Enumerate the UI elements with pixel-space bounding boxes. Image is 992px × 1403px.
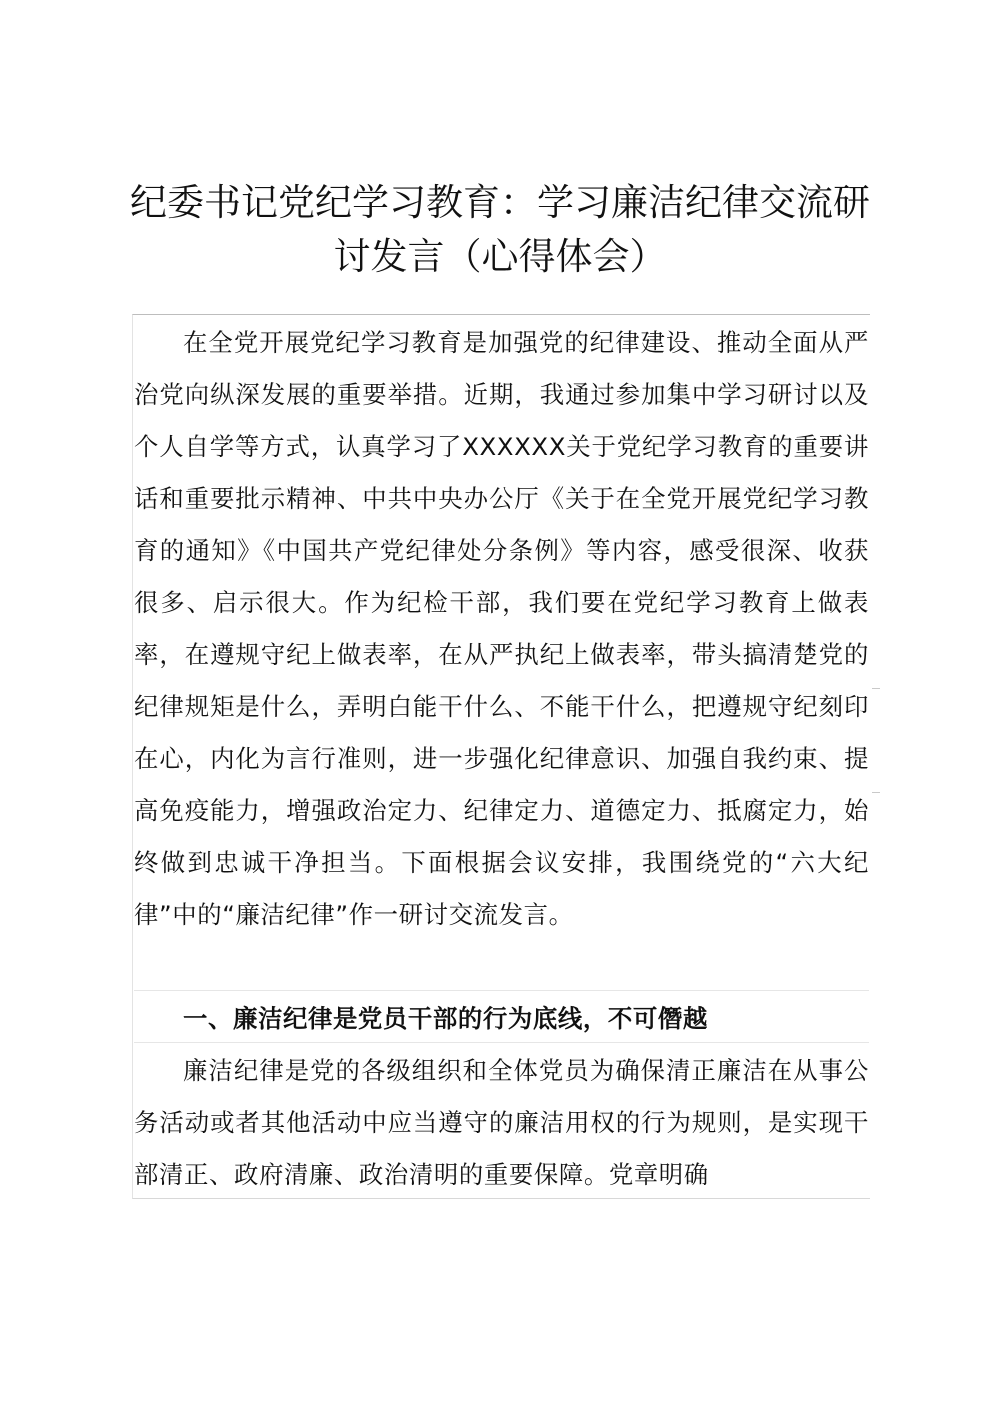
document-title: 纪委书记党纪学习教育：学习廉洁纪律交流研讨发言（心得体会） [130, 181, 870, 278]
margin-mark [872, 792, 880, 793]
body-paragraph-1: 在全党开展党纪学习教育是加强党的纪律建设、推动全面从严治党向纵深发展的重要举措。近期，我通过参加集中学习研讨以及个人自学等方式，认真学习了XXXXXX关于党纪学习教育的重要讲话和重要批示精神、中共中央办公厅《关于在全党开展党纪学习教育的通知》《中国共产党纪律处分条例》等内容，感受很深、收获很多、启示很大。作为纪检干部，我们要在党纪学习教育上做表率，在遵规守纪上做表率，在从严执纪上做表率，带头搞清楚党的纪律规矩是什么，弄明白能干什么、不能干什么，把遵规守纪刻印在心，内化为言行准则，进一步强化纪律意识、加强自我约束、提高免疫能力，增强政治定力、纪律定力、道德定力、抵腐定力，始终做到忠诚干净担当。下面根据会议安排，我围绕党的“六大纪律”中的“廉洁纪律”作一研讨交流发言。 [134, 328, 869, 929]
section-divider-top [134, 990, 869, 991]
section-divider-bottom [134, 1042, 869, 1043]
body-paragraph-2: 廉洁纪律是党的各级组织和全体党员为确保清正廉洁在从事公务活动或者其他活动中应当遵守的廉洁用权的行为规则，是实现干部清正、政府清廉、政治清明的重要保障。党章明确 [134, 1056, 869, 1189]
margin-mark [872, 688, 880, 689]
section-heading-1: 一、廉洁纪律是党员干部的行为底线，不可僭越 [183, 1004, 708, 1033]
